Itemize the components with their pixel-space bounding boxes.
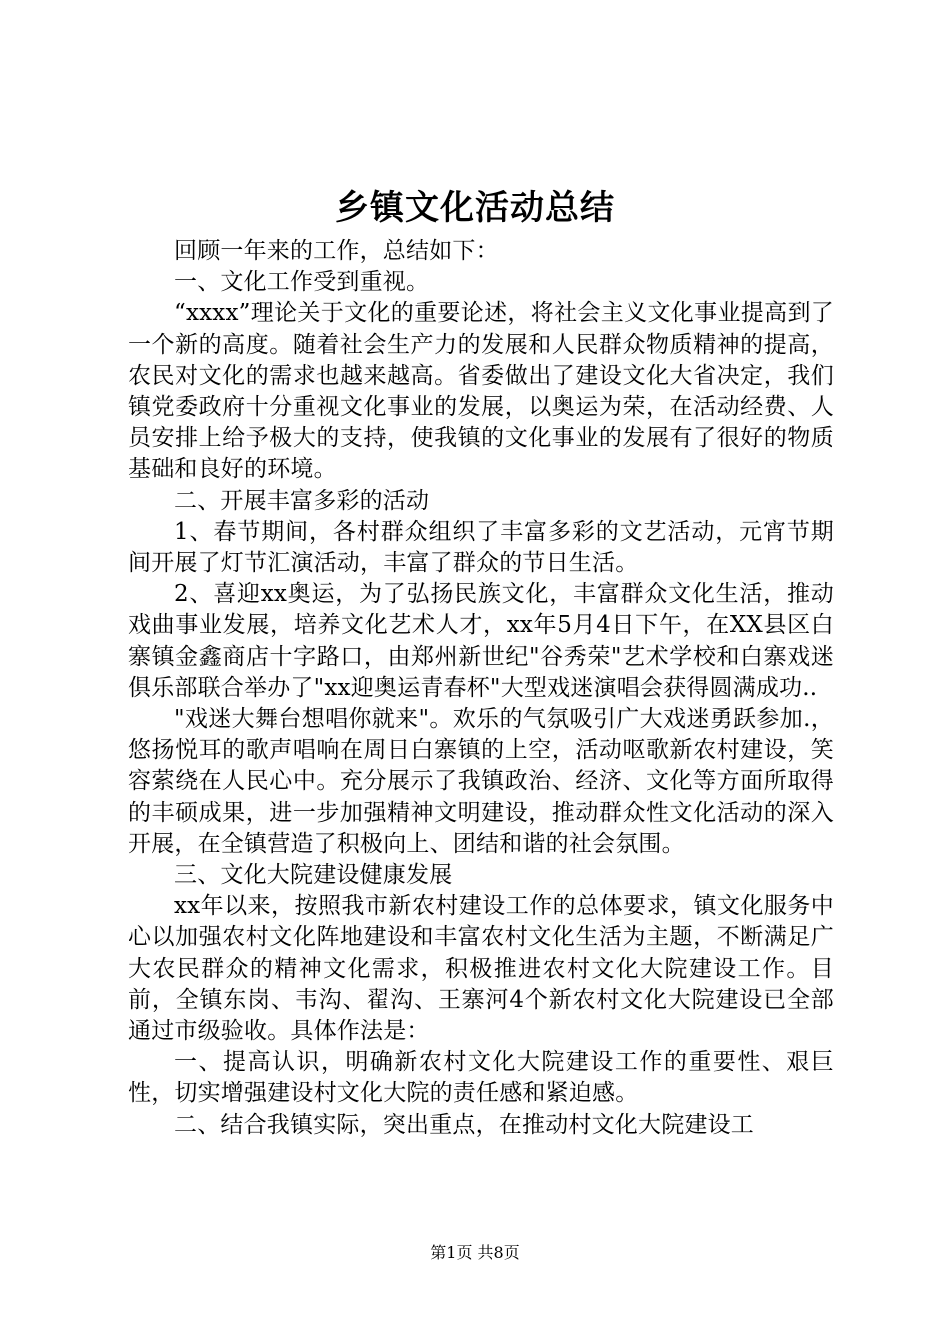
page-number-footer: 第1页 共8页 bbox=[430, 1243, 520, 1262]
paragraph: 2、喜迎xx奥运，为了弘扬民族文化，丰富群众文化生活，推动戏曲事业发展，培养文化艺术人才，xx年5月4日下午，在XX县区白寨镇金鑫商店十字路口，由郑州新世纪"谷秀荣"艺术学校和白寨戏迷俱乐部联合举办了"xx迎奥运青春杯"大型戏迷演唱会获得圆满成功.. bbox=[128, 581, 834, 701]
paragraph: "戏迷大舞台想唱你就来"。欢乐的气氛吸引广大戏迷勇跃参加.，悠扬悦耳的歌声唱响在周日白寨镇的上空，活动呕歌新农村建设，笑容萦绕在人民心中。充分展示了我镇政治、经济、文化等方面所取得的丰硕成果，进一步加强精神文明建设，推动群众性文化活动的深入开展，在全镇营造了积极向上、团结和谐的社会氛围。 bbox=[128, 706, 834, 857]
section-heading: 一、文化工作受到重视。 bbox=[174, 269, 430, 296]
section-heading: 三、文化大院建设健康发展 bbox=[174, 862, 453, 889]
document-body bbox=[128, 236, 834, 1141]
document-title: 乡镇文化活动总结 bbox=[335, 188, 615, 228]
paragraph: 回顾一年来的工作，总结如下： bbox=[174, 238, 499, 264]
paragraph: 一、提高认识，明确新农村文化大院建设工作的重要性、艰巨性，切实增强建设村文化大院的责任感和紧迫感。 bbox=[128, 1049, 834, 1107]
paragraph: 1、春节期间，各村群众组织了丰富多彩的文艺活动，元宵节期间开展了灯节汇演活动，丰富了群众的节日生活。 bbox=[128, 518, 834, 577]
paragraph: “xxxx”理论关于文化的重要论述，将社会主义文化事业提高到了一个新的高度。随着社会生产力的发展和人民群众物质精神的提高，农民对文化的需求也越来越高。省委做出了建设文化大省决定，我们镇党委政府十分重视文化事业的发展，以奥运为荣，在活动经费、人员安排上给予极大的支持，使我镇的文化事业的发展有了很好的物质基础和良好的环境。 bbox=[128, 300, 834, 483]
paragraph: xx年以来，按照我市新农村建设工作的总体要求，镇文化服务中心以加强农村文化阵地建设和丰富农村文化生活为主题，不断满足广大农民群众的精神文化需求，积极推进农村文化大院建设工作。目前，全镇东岗、韦沟、翟沟、王寨河4个新农村文化大院建设已全部通过市级验收。具体作法是： bbox=[128, 893, 834, 1045]
section-heading: 二、开展丰富多彩的活动 bbox=[174, 487, 430, 514]
paragraph: 二、结合我镇实际，突出重点，在推动村文化大院建设工 bbox=[174, 1111, 754, 1138]
